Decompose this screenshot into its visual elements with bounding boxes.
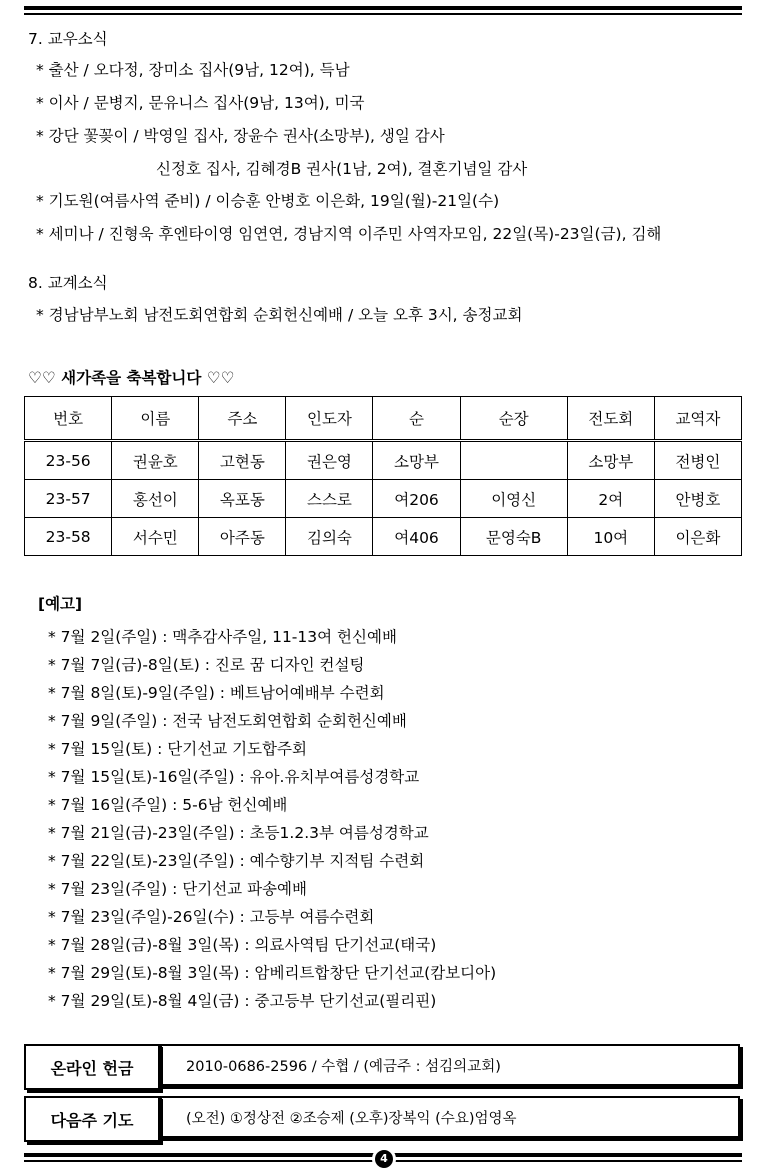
top-rule: [24, 6, 742, 10]
cell: 서수민: [112, 518, 199, 556]
cell: 23-58: [25, 518, 112, 556]
cell: 여406: [373, 518, 460, 556]
church-news-item: * 세미나 / 진형욱 후엔타이영 임연연, 경남지역 이주민 사역자모임, 22일(목)-23일(금), 김해: [36, 225, 662, 243]
header-cell: 교역자: [654, 397, 741, 441]
announcements-heading: [예고]: [38, 595, 83, 613]
section-title-church-news: 7. 교우소식: [28, 30, 108, 48]
announcement-item: * 7월 7일(금)-8일(토) : 진로 꿈 디자인 컨설팅: [48, 656, 365, 674]
cell: 옥포동: [199, 480, 286, 518]
cell: 소망부: [567, 441, 654, 480]
announcement-item: * 7월 9일(주일) : 전국 남전도회연합회 순회헌신예배: [48, 712, 407, 730]
announcement-item: * 7월 16일(주일) : 5-6남 헌신예배: [48, 796, 288, 814]
online-offering-label: 온라인 헌금: [24, 1044, 160, 1090]
cell: 아주동: [199, 518, 286, 556]
cell: 김의숙: [286, 518, 373, 556]
cell: 소망부: [373, 441, 460, 480]
table-row: [25, 441, 742, 480]
new-family-heading: ♡♡ 새가족을 축복합니다 ♡♡: [28, 369, 235, 387]
cell: 2여: [567, 480, 654, 518]
cell: 스스로: [286, 480, 373, 518]
announcement-item: * 7월 8일(토)-9일(주일) : 베트남어예배부 수련회: [48, 684, 385, 702]
church-news-item: * 강단 꽃꽂이 / 박영일 집사, 장윤수 권사(소망부), 생일 감사: [36, 127, 445, 145]
cell: 권은영: [286, 441, 373, 480]
announcement-item: * 7월 15일(토)-16일(주일) : 유아.유치부여름성경학교: [48, 768, 420, 786]
cell: 전병인: [654, 441, 741, 480]
header-cell: 순장: [460, 397, 567, 441]
announcement-item: * 7월 2일(주일) : 맥추감사주일, 11-13여 헌신예배: [48, 628, 397, 646]
header-cell: 전도회: [567, 397, 654, 441]
denomination-news-item: * 경남남부노회 남전도회연합회 순회헌신예배 / 오늘 오후 3시, 송정교회: [36, 306, 523, 324]
announcement-item: * 7월 21일(금)-23일(주일) : 초등1.2.3부 여름성경학교: [48, 824, 429, 842]
cell: 23-57: [25, 480, 112, 518]
new-family-table: [24, 396, 742, 556]
online-offering-value: 2010-0686-2596 / 수협 / (예금주 : 섬김의교회): [160, 1044, 740, 1086]
cell: 이영신: [460, 480, 567, 518]
cell: 홍선이: [112, 480, 199, 518]
cell: 권윤호: [112, 441, 199, 480]
cell: 이은화: [654, 518, 741, 556]
next-week-prayer-value: (오전) ①정상전 ②조승제 (오후)장복익 (수요)엄영옥: [160, 1096, 740, 1138]
church-news-item: 신정호 집사, 김혜경B 권사(1남, 2여), 결혼기념일 감사: [156, 160, 528, 178]
church-news-item: * 출산 / 오다정, 장미소 집사(9남, 12여), 득남: [36, 61, 350, 79]
next-week-prayer-label: 다음주 기도: [24, 1096, 160, 1142]
header-cell: 인도자: [286, 397, 373, 441]
church-news-item: * 이사 / 문병지, 문유니스 집사(9남, 13여), 미국: [36, 94, 365, 112]
announcement-item: * 7월 22일(토)-23일(주일) : 예수향기부 지적팀 수련회: [48, 852, 425, 870]
church-news-item: * 기도원(여름사역 준비) / 이승훈 안병호 이은화, 19일(월)-21일(수): [36, 192, 500, 210]
cell: 고현동: [199, 441, 286, 480]
table-header-row: [25, 397, 742, 441]
cell: 23-56: [25, 441, 112, 480]
announcement-item: * 7월 28일(금)-8월 3일(목) : 의료사역팀 단기선교(태국): [48, 936, 437, 954]
header-cell: 주소: [199, 397, 286, 441]
header-cell: 번호: [25, 397, 112, 441]
table-row: [25, 480, 742, 518]
cell: 안병호: [654, 480, 741, 518]
cell: 여206: [373, 480, 460, 518]
section-title-denomination-news: 8. 교계소식: [28, 274, 108, 292]
announcement-item: * 7월 23일(주일)-26일(수) : 고등부 여름수련회: [48, 908, 375, 926]
page-number: 4: [372, 1147, 396, 1171]
header-cell: 순: [373, 397, 460, 441]
announcement-item: * 7월 29일(토)-8월 3일(목) : 암베리트합창단 단기선교(캄보디아): [48, 964, 497, 982]
cell: [460, 441, 567, 480]
announcement-item: * 7월 15일(토) : 단기선교 기도합주회: [48, 740, 307, 758]
announcement-item: * 7월 23일(주일) : 단기선교 파송예배: [48, 880, 307, 898]
cell: 10여: [567, 518, 654, 556]
announcement-item: * 7월 29일(토)-8월 4일(금) : 중고등부 단기선교(필리핀): [48, 992, 437, 1010]
header-cell: 이름: [112, 397, 199, 441]
top-rule-thin: [24, 13, 742, 15]
cell: 문영숙B: [460, 518, 567, 556]
table-row: [25, 518, 742, 556]
